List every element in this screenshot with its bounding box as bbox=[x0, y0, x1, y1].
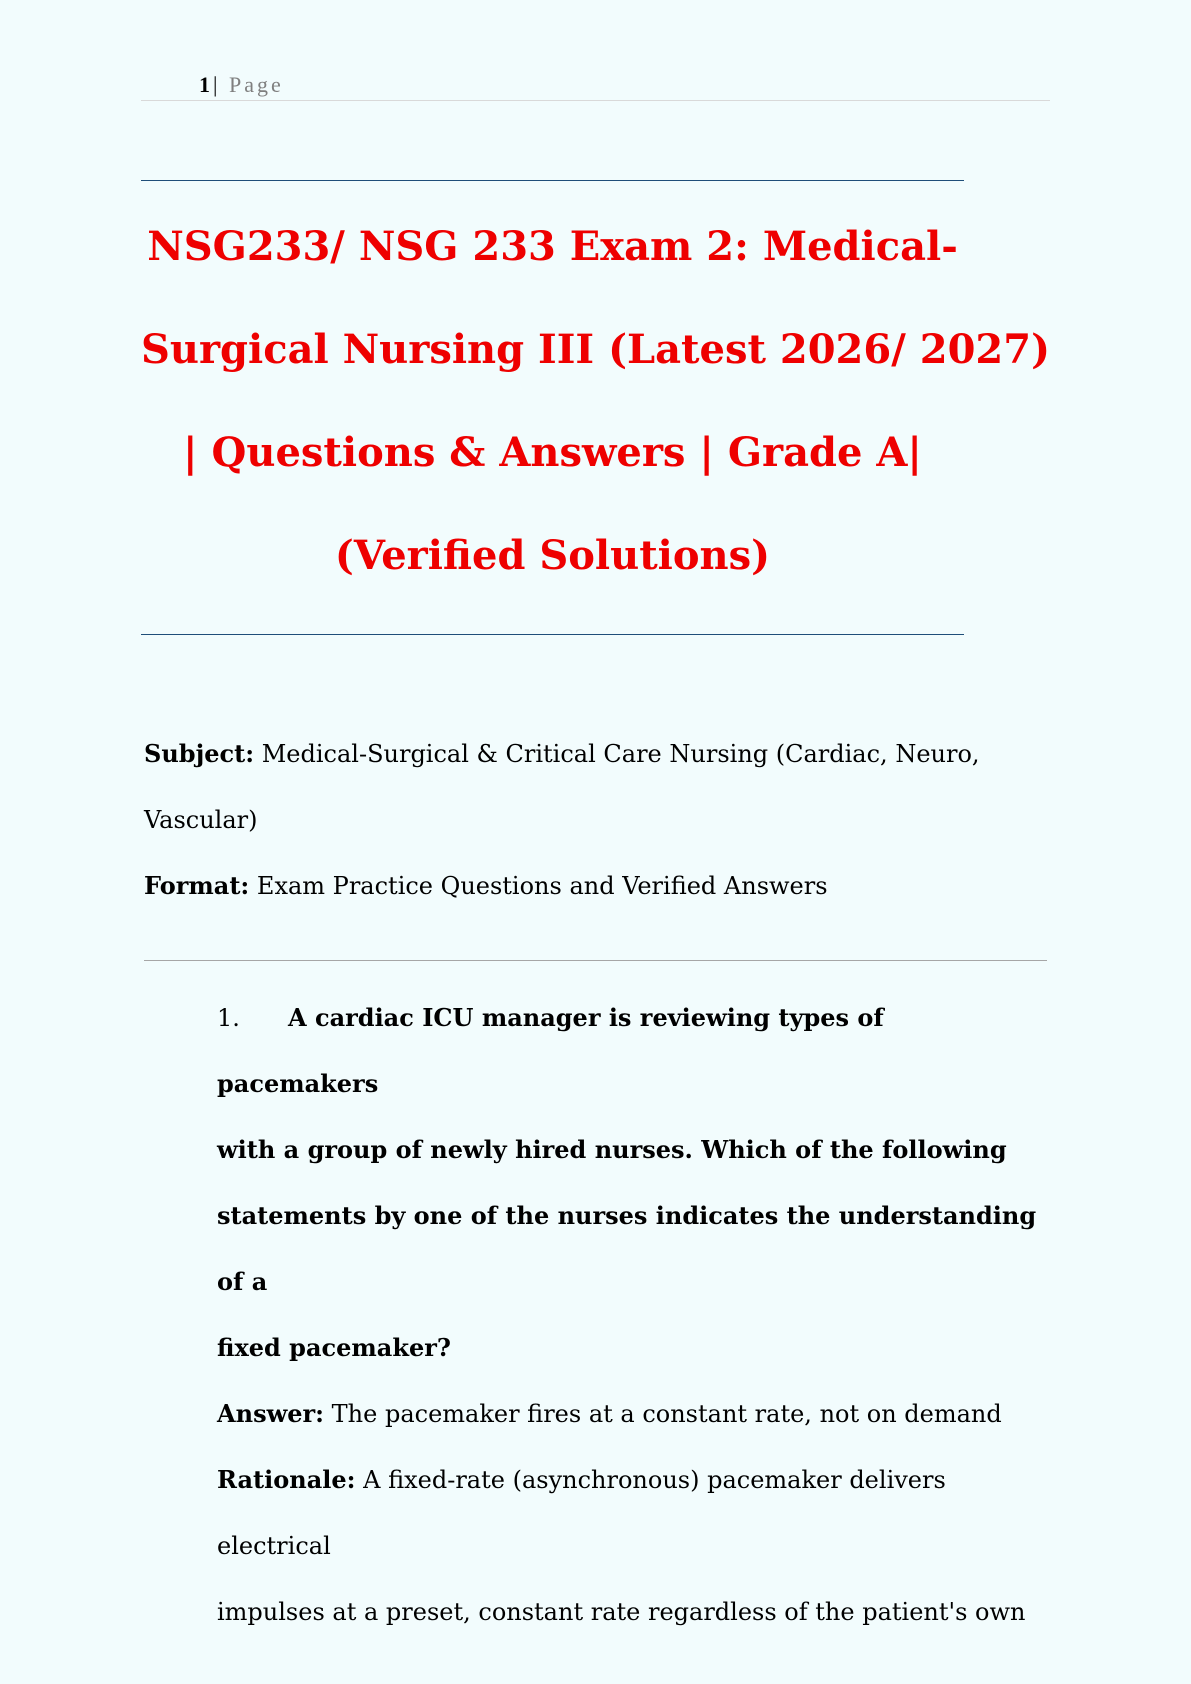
rationale-label: Rationale: bbox=[217, 1465, 356, 1494]
page-label: Page bbox=[229, 72, 284, 97]
format-value: Exam Practice Questions and Verified Answers bbox=[256, 872, 828, 900]
page-header bbox=[141, 70, 1050, 101]
question-text: fixed pacemaker? bbox=[217, 1333, 451, 1362]
title-line: NSG233/ NSG 233 Exam 2: Medical- bbox=[147, 223, 958, 270]
section-divider bbox=[144, 960, 1047, 961]
document-title bbox=[141, 195, 1051, 607]
page-separator: | bbox=[213, 72, 218, 97]
rationale-text: A fixed-rate (asynchronous) pacemaker delivers electrical bbox=[217, 1466, 946, 1560]
title-line: (Verified Solutions) bbox=[334, 532, 771, 579]
answer-label: Answer: bbox=[217, 1399, 325, 1428]
subject-line bbox=[144, 721, 1044, 787]
subject-value-continued: Vascular) bbox=[144, 806, 258, 834]
subject-label: Subject: bbox=[144, 739, 255, 768]
rationale-line bbox=[217, 1447, 1047, 1579]
question-number: 1. bbox=[217, 1004, 240, 1032]
answer-line bbox=[217, 1381, 1047, 1447]
title-bottom-rule bbox=[141, 634, 964, 635]
page-number: 1 bbox=[199, 72, 210, 97]
question-line bbox=[217, 985, 1047, 1117]
question-text: with a group of newly hired nurses. Which of the following bbox=[217, 1135, 1007, 1164]
format-line bbox=[144, 853, 1044, 919]
title-top-rule bbox=[141, 180, 964, 181]
rationale-text-continued: impulses at a preset, constant rate regardless of the patient's own bbox=[217, 1598, 1026, 1626]
title-line: | Questions & Answers | Grade A| bbox=[183, 429, 922, 476]
format-label: Format: bbox=[144, 871, 250, 900]
answer-text: The pacemaker fires at a constant rate, not on demand bbox=[331, 1400, 1002, 1428]
question-text: statements by one of the nurses indicates the understanding of a bbox=[217, 1201, 1037, 1296]
subject-line-continued bbox=[144, 787, 1044, 853]
question-text: A cardiac ICU manager is reviewing types of pacemakers bbox=[217, 1003, 884, 1098]
title-line: Surgical Nursing III (Latest 2026/ 2027) bbox=[141, 326, 1051, 373]
question-item bbox=[217, 985, 1047, 1645]
subject-value: Medical-Surgical & Critical Care Nursing (Cardiac, Neuro, bbox=[261, 740, 980, 768]
